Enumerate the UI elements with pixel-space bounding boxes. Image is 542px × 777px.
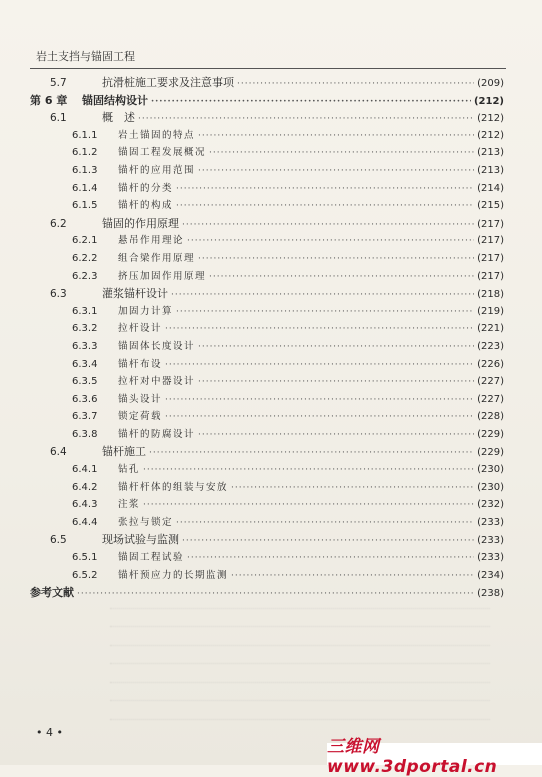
toc-entry bbox=[30, 320, 504, 338]
toc-entry bbox=[30, 303, 504, 321]
toc-entry-number: 6.3.2 bbox=[72, 323, 98, 335]
dot-leader bbox=[231, 480, 474, 497]
toc-entry-title: 现场试验与监测 bbox=[102, 533, 179, 547]
toc-entry-page: (233) bbox=[477, 552, 504, 564]
toc-entry-number: 6.3.1 bbox=[72, 305, 98, 317]
toc-entry-page: (218) bbox=[477, 289, 504, 301]
toc-entry-title: 挤压加固作用原理 bbox=[118, 270, 207, 282]
toc-entry-title: 拉杆对中器设计 bbox=[118, 376, 196, 388]
watermark-logo: 三维网www.3dportal.cn bbox=[327, 743, 542, 765]
toc-entry-page: (226) bbox=[477, 358, 504, 370]
toc-entry bbox=[30, 356, 504, 374]
toc-entry-title: 加固力计算 bbox=[118, 305, 174, 317]
toc-entry bbox=[30, 232, 504, 250]
toc-entry-number: 6.4.1 bbox=[72, 464, 98, 476]
toc-entry-title: 锚杆的防腐设计 bbox=[118, 428, 196, 440]
toc-entry-number: 6.4.3 bbox=[72, 499, 98, 511]
toc-entry bbox=[30, 514, 504, 532]
toc-entry bbox=[30, 549, 504, 567]
toc-entry-page: (227) bbox=[477, 376, 504, 388]
toc-entry-page: (229) bbox=[477, 428, 504, 440]
dot-leader bbox=[143, 462, 474, 479]
toc-entry-title: 锚杆施工 bbox=[102, 445, 146, 459]
header-rule bbox=[30, 68, 506, 69]
toc-entry-title: 锚固结构设计 bbox=[82, 93, 148, 107]
dot-leader bbox=[176, 515, 474, 532]
toc-entry-title: 锚固工程发展概况 bbox=[118, 147, 207, 159]
toc-entry-title: 锚杆的构成 bbox=[118, 200, 174, 212]
dot-leader bbox=[187, 550, 474, 567]
toc-entry-number: 6.1.3 bbox=[72, 164, 98, 176]
dot-leader bbox=[176, 304, 474, 321]
toc-entry-title: 锚杆的分类 bbox=[118, 182, 174, 194]
toc-entry-page: (232) bbox=[477, 499, 504, 511]
toc-entry-title: 抗滑桩施工要求及注意事项 bbox=[102, 76, 234, 89]
toc-entry bbox=[30, 338, 504, 356]
toc-entry-page: (221) bbox=[477, 323, 504, 335]
toc-entry-title: 灌浆锚杆设计 bbox=[102, 287, 168, 301]
toc-entry bbox=[30, 443, 504, 461]
toc-entry-page: (223) bbox=[477, 340, 504, 352]
dot-leader bbox=[198, 339, 474, 356]
toc-entry-number: 6.4.2 bbox=[72, 481, 98, 493]
toc-entry bbox=[30, 144, 504, 162]
toc-entry bbox=[30, 268, 504, 286]
page-number: • 4 • bbox=[36, 726, 63, 739]
dot-leader bbox=[209, 145, 474, 162]
toc-entry bbox=[30, 373, 504, 391]
dot-leader bbox=[176, 181, 474, 198]
dot-leader bbox=[165, 392, 474, 409]
toc-entry bbox=[30, 109, 504, 127]
toc-entry-page: (227) bbox=[477, 393, 504, 405]
toc-entry-page: (213) bbox=[477, 147, 504, 159]
toc-entry-page: (217) bbox=[477, 252, 504, 264]
toc-entry-title: 注浆 bbox=[118, 499, 141, 511]
toc-entry bbox=[30, 250, 504, 268]
dot-leader bbox=[209, 269, 474, 286]
toc-entry-title: 悬吊作用理论 bbox=[118, 235, 185, 247]
toc-entry bbox=[30, 180, 504, 198]
dot-leader bbox=[231, 568, 474, 585]
toc-entry-title: 锚杆预应力的长期监测 bbox=[118, 569, 229, 581]
toc-entry-number: 6.3.5 bbox=[72, 376, 98, 388]
toc-entry-number: 6.3.3 bbox=[72, 340, 98, 352]
toc-entry-title: 参考文献 bbox=[30, 586, 74, 600]
toc-entry-page: (209) bbox=[477, 78, 504, 89]
toc-entry-title: 锚固工程试验 bbox=[118, 552, 185, 564]
toc-entry bbox=[30, 479, 504, 497]
toc-entry-number: 6.2 bbox=[50, 217, 67, 230]
toc-entry-number: 6.1.2 bbox=[72, 147, 98, 159]
dot-leader bbox=[237, 76, 474, 92]
dot-leader bbox=[165, 409, 474, 426]
toc-entry bbox=[30, 215, 504, 233]
dot-leader bbox=[198, 251, 474, 268]
toc-entry-page: (212) bbox=[477, 129, 504, 141]
running-header: 岩土支挡与锚固工程 bbox=[36, 50, 135, 63]
toc-entry-number: 6.2.1 bbox=[72, 235, 98, 247]
toc-entry-number: 6.1.5 bbox=[72, 200, 98, 212]
dot-leader bbox=[151, 94, 471, 110]
dot-leader bbox=[198, 128, 474, 145]
dot-leader bbox=[143, 497, 474, 514]
toc-entry bbox=[30, 567, 504, 585]
toc-entry-title: 张拉与锁定 bbox=[118, 516, 174, 528]
toc-entry-title: 岩土锚固的特点 bbox=[118, 129, 196, 141]
dot-leader bbox=[165, 357, 474, 374]
toc-entry-title: 锚杆布设 bbox=[118, 358, 163, 370]
toc-entry-page: (215) bbox=[477, 200, 504, 212]
dot-leader bbox=[198, 374, 474, 391]
toc-entry-page: (212) bbox=[473, 95, 504, 107]
toc-entry-title: 锚头设计 bbox=[118, 393, 163, 405]
toc-entry-number: 6.1.1 bbox=[72, 129, 98, 141]
toc-entry-title: 锚固体长度设计 bbox=[118, 340, 196, 352]
toc-entry-page: (230) bbox=[477, 464, 504, 476]
toc-entry-number: 6.2.3 bbox=[72, 270, 98, 282]
dot-leader bbox=[198, 163, 474, 180]
toc-entry-page: (217) bbox=[477, 235, 504, 247]
toc-entry-title: 锚杆杆体的组装与安放 bbox=[118, 481, 229, 493]
dot-leader bbox=[187, 233, 474, 250]
bleed-through-text bbox=[110, 590, 490, 720]
toc-entry-page: (233) bbox=[477, 516, 504, 528]
toc-entry-number: 6.1.4 bbox=[72, 182, 98, 194]
toc-entry bbox=[30, 127, 504, 145]
dot-leader bbox=[176, 198, 474, 215]
toc-entry-number: 5.7 bbox=[50, 77, 67, 89]
toc-entry-number: 6.3.4 bbox=[72, 358, 98, 370]
toc-entry-number: 6.5.2 bbox=[72, 569, 98, 581]
toc-entry-page: (217) bbox=[477, 218, 504, 230]
toc-entry-page: (233) bbox=[477, 535, 504, 547]
toc-entry-number: 6.5.1 bbox=[72, 552, 98, 564]
toc-entry-title: 组合梁作用原理 bbox=[118, 252, 196, 264]
toc-entry bbox=[30, 426, 504, 444]
toc-entry-title: 锚杆的应用范围 bbox=[118, 164, 196, 176]
toc-entry bbox=[30, 162, 504, 180]
toc-entry-page: (212) bbox=[477, 113, 504, 125]
toc-entry-page: (230) bbox=[477, 481, 504, 493]
toc-entry-title: 拉杆设计 bbox=[118, 323, 163, 335]
toc-entry-page: (214) bbox=[477, 182, 504, 194]
toc-entry bbox=[30, 461, 504, 479]
toc-entry-number: 6.3.7 bbox=[72, 411, 98, 423]
dot-leader bbox=[182, 217, 474, 233]
toc-entry-number: 6.2.2 bbox=[72, 252, 98, 264]
toc-entry-number: 6.1 bbox=[50, 112, 67, 125]
toc-entry bbox=[30, 531, 504, 549]
dot-leader bbox=[198, 427, 474, 444]
toc-entry-number: 6.5 bbox=[50, 534, 67, 547]
toc-entry bbox=[30, 197, 504, 215]
toc-entry-number: 6.3.6 bbox=[72, 393, 98, 405]
dot-leader bbox=[171, 287, 474, 303]
dot-leader bbox=[182, 533, 474, 549]
toc-entry bbox=[30, 74, 504, 92]
toc-entry-page: (229) bbox=[477, 447, 504, 459]
toc-entry-page: (238) bbox=[477, 588, 504, 600]
toc-entry bbox=[30, 285, 504, 303]
dot-leader bbox=[138, 111, 474, 127]
toc-entry-page: (213) bbox=[477, 164, 504, 176]
toc-entry-number: 6.4 bbox=[50, 446, 67, 459]
toc-entry-title: 钻孔 bbox=[118, 464, 141, 476]
toc-entry-number: 第 6 章 bbox=[30, 93, 68, 107]
toc-entry bbox=[30, 391, 504, 409]
toc-entry bbox=[30, 496, 504, 514]
toc-entry-number: 6.3.8 bbox=[72, 428, 98, 440]
toc-entry-page: (234) bbox=[477, 569, 504, 581]
toc-entry-title: 概 述 bbox=[102, 111, 135, 125]
toc-entry-page: (217) bbox=[477, 270, 504, 282]
table-of-contents bbox=[30, 74, 504, 602]
dot-leader bbox=[165, 321, 474, 338]
toc-entry-number: 6.3 bbox=[50, 288, 67, 301]
toc-entry-title: 锁定荷载 bbox=[118, 411, 163, 423]
toc-entry-page: (219) bbox=[477, 305, 504, 317]
toc-entry bbox=[30, 408, 504, 426]
toc-entry-number: 6.4.4 bbox=[72, 516, 98, 528]
toc-entry bbox=[30, 92, 504, 110]
dot-leader bbox=[149, 445, 474, 461]
toc-entry-title: 锚固的作用原理 bbox=[102, 216, 179, 230]
toc-entry-page: (228) bbox=[477, 411, 504, 423]
